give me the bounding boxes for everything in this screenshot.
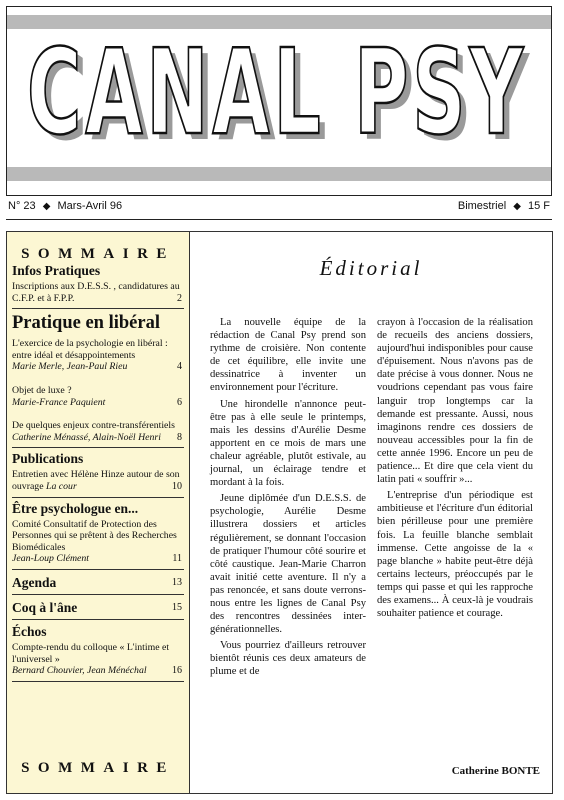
entry-text: Comité Consultatif de Protection des Personnes qui se prêtent à des Recherches Biomédicales <box>12 518 177 553</box>
issue-number: N° 23 <box>8 200 36 212</box>
toc-entry[interactable] <box>12 281 184 304</box>
section-coq-a-l-ane[interactable] <box>12 595 184 620</box>
toc-entry[interactable] <box>12 469 184 492</box>
toc-entry[interactable] <box>12 642 184 677</box>
editorial-title: Éditorial <box>319 256 423 280</box>
entry-text: Objet de luxe ? <box>12 384 72 396</box>
section-etre-psychologue <box>12 498 184 570</box>
page-number: 8 <box>177 431 182 443</box>
section-heading: Agenda <box>12 574 57 590</box>
section-heading: Infos Pratiques <box>12 263 101 278</box>
entry-author: Catherine Ménassé, Alain-Noël Henri <box>12 431 161 443</box>
page-number: 2 <box>177 292 182 304</box>
entry-italic-title: La cour <box>46 480 77 492</box>
section-infos-pratiques <box>12 263 184 309</box>
toc-entry[interactable] <box>12 385 184 408</box>
toc-entry[interactable] <box>12 420 184 443</box>
entry-author: Bernard Chouvier, Jean Ménéchal <box>12 665 147 677</box>
entry-text: Entretien avec Hélène Hinze autour de son ouvrage <box>12 469 180 492</box>
section-pratique-liberal <box>12 309 184 448</box>
section-agenda[interactable] <box>12 570 184 595</box>
editorial-signature: Catherine BONTE <box>451 765 540 777</box>
entry-author: Jean-Loup Clément <box>12 553 89 565</box>
svg-text:CANAL PSY: CANAL PSY <box>27 23 527 161</box>
diamond-icon: ◆ <box>513 201 521 212</box>
diamond-icon: ◆ <box>42 201 51 212</box>
section-publications <box>12 448 184 497</box>
editorial-paragraph: Une hirondelle n'annonce peut-être pas à elle seule le printemps, mais les dessins d'Aurélie Desme apportent en ce mois de mars une chaleur agréable, plutôt estivale, au journal, un éclairage tendre et mordant à la fois. <box>210 398 366 489</box>
editorial <box>190 232 552 793</box>
masthead <box>6 6 552 196</box>
page-number: 11 <box>172 553 182 565</box>
page-number: 13 <box>172 576 182 588</box>
section-heading: Coq à l'âne <box>12 599 78 615</box>
section-heading: Être psychologue en... <box>12 500 139 516</box>
issue-price: 15 F <box>527 200 550 212</box>
entry-author: Marie Merle, Jean-Paul Rieu <box>12 361 128 373</box>
sommaire-panel <box>7 232 190 793</box>
editorial-paragraph: Vous pourriez d'ailleurs retrouver bientôt réunis ces deux amateurs de plume et de <box>210 640 366 678</box>
canal-psy-logo <box>7 17 551 177</box>
page-number: 6 <box>177 396 182 408</box>
header-rule <box>6 219 552 220</box>
editorial-paragraph: Jeune diplômée d'un D.E.S.S. de psychologie, Aurélie Desme illustrera dossiers et articles régulièrement, se donnant l'occasion de pratiquer l'humour côté sourire et côté caustique. Jean-Marie Charron avait initié cette aventure. Il n'y a pas renoncée, et sans doute verrons-nous entre les lignes de Canal Psy des rencontres dessinées inter-générationnelles. <box>210 493 366 636</box>
page-number: 15 <box>172 601 182 613</box>
issue-info-line <box>8 200 550 218</box>
svg-text:CANAL PSY: CANAL PSY <box>33 29 533 167</box>
entry-text: Compte-rendu du colloque « L'intime et l'universel » <box>12 641 170 665</box>
toc-entry[interactable] <box>12 519 184 565</box>
editorial-paragraph: crayon à l'occasion de la réalisation de recueils des anciens dossiers, aujourd'hui indisponibles pour cause d'épuisement. Nous n'avons pas de date précise à vous donner. Nous ne voudrions cependant pas vous faire languir trop longtemps car la demande est pressante. Aussi, nous imaginons rendre ces dossiers de nouveau accessibles pour la fin de cette année 1996. Encore un peu de patience... Et dire que cela vient du latin pati « souffrir »... <box>377 317 533 486</box>
section-heading: Pratique en libéral <box>12 313 160 334</box>
editorial-paragraph: L'entreprise d'un périodique est ambitieuse et l'écriture d'un éditorial bien périlleuse pour une première fois. La feuille blanche semblait immense. Cette angoisse de la « page blanche » habite peut-être déjà certains lecteurs, préoccupés par le temps qui passe et qui les rapproche des examens... À ceux-là je voudrais souhaiter patience et courage. <box>377 490 533 620</box>
section-heading: Publications <box>12 451 84 467</box>
entry-text: L'exercice de la psychologie en libéral : entre idéal et désappointements <box>12 338 168 361</box>
toc-entry[interactable] <box>12 338 184 373</box>
entry-text: De quelques enjeux contre-transférentiels <box>12 420 175 432</box>
page-number: 16 <box>172 665 182 677</box>
issue-date: Mars-Avril 96 <box>57 200 123 212</box>
entry-author: Marie-France Paquient <box>12 396 106 408</box>
sommaire-title: SOMMAIRE <box>21 246 175 262</box>
page-number: 4 <box>177 361 182 373</box>
editorial-column-2 <box>377 316 533 623</box>
editorial-paragraph: La nouvelle équipe de la rédaction de Canal Psy prend son rythme de croisière. Non contente de cet équilibre, elle invite une dessinatrice à inventer un environnement pour l'écriture. <box>210 317 366 394</box>
section-echos <box>12 620 184 682</box>
content-frame <box>6 231 553 794</box>
entry-text: Inscriptions aux D.E.S.S. , candidatures au C.F.P. et à F.P.P. <box>12 281 180 304</box>
sommaire-title-bottom: SOMMAIRE <box>21 760 175 776</box>
editorial-column-1 <box>210 316 366 682</box>
issue-periodicity: Bimestriel <box>457 200 507 212</box>
section-heading: Échos <box>12 623 47 639</box>
page-number: 10 <box>172 480 182 492</box>
